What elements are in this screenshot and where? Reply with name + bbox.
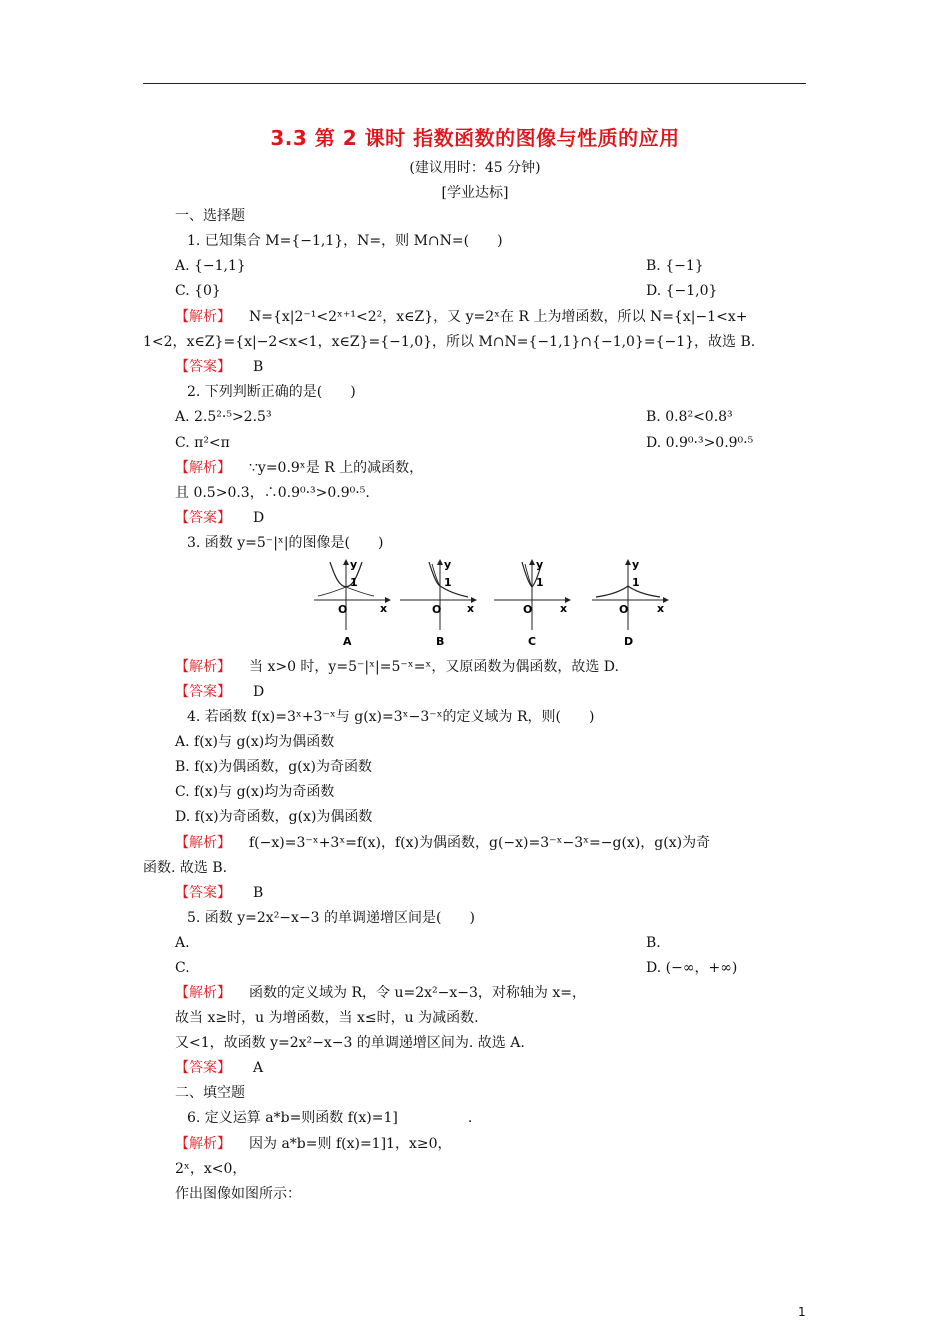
- q4-option-b: B. f(x)为偶函数，g(x)为奇函数: [175, 759, 372, 775]
- analysis-tag: 【解析】: [175, 985, 231, 1001]
- analysis-tag: 【解析】: [175, 309, 231, 325]
- q3-stem: 3. 函数 y=5⁻|ˣ|的图像是( ): [187, 535, 384, 551]
- q1-analysis-line2: 1<2，x∈Z}={x|−2<x<1，x∈Z}={−1,0}，所以 M∩N={−1,1}∩{−1,0}={−1}，故选 B.: [143, 334, 756, 350]
- q2-option-a: A. 2.5²·⁵>2.5³: [175, 409, 272, 425]
- graph-a-label: A: [343, 635, 352, 648]
- q2-analysis-line1: [175, 458, 423, 478]
- q1-option-b: B. {−1}: [646, 258, 704, 274]
- level-heading: [学业达标]: [441, 185, 509, 201]
- graph-c-label: C: [528, 635, 537, 648]
- q5-answer-value: A: [253, 1060, 264, 1076]
- q5-analysis-line3: 又<1，故函数 y=2x²−x−3 的单调递增区间为. 故选 A.: [175, 1035, 525, 1051]
- graph-a-y-label: y: [350, 558, 358, 571]
- q5-option-d: D. (−∞，+∞): [646, 960, 738, 976]
- q3-graph-options: [310, 556, 680, 652]
- graph-a-origin-label: O: [338, 603, 348, 616]
- graph-d-x-label: x: [657, 602, 665, 615]
- graph-a-x-label: x: [380, 602, 388, 615]
- q4-analysis-line2: 函数. 故选 B.: [143, 860, 228, 876]
- graph-b-x-label: x: [467, 602, 475, 615]
- q6-analysis-line3: 作出图像如图所示：: [175, 1186, 301, 1202]
- q2-option-c: C. π²<π: [175, 435, 230, 451]
- graph-c-one-label: 1: [536, 576, 544, 589]
- graph-d-label: D: [624, 635, 634, 648]
- q2-answer-value: D: [253, 510, 265, 526]
- q1-option-c: C. {0}: [175, 283, 221, 299]
- q3-answer: [175, 682, 264, 702]
- q1-option-a: A. {−1,1}: [175, 258, 246, 274]
- graph-b-origin-label: O: [432, 603, 442, 616]
- q4-option-d: D. f(x)为奇函数，g(x)为偶函数: [175, 809, 373, 825]
- q4-option-c: C. f(x)与 g(x)均为奇函数: [175, 784, 335, 800]
- q2-analysis-text1: ∵y=0.9ˣ是 R 上的减函数，: [249, 460, 424, 476]
- q1-answer-value: B: [253, 359, 264, 375]
- answer-tag: 【答案】: [175, 359, 231, 375]
- section-choice: 一、选择题: [175, 208, 245, 224]
- q4-answer: [175, 883, 263, 903]
- q2-option-d: D. 0.9⁰·³>0.9⁰·⁵: [646, 435, 754, 451]
- section-fill-in: 二、填空题: [175, 1085, 245, 1101]
- graph-d-one-label: 1: [632, 576, 640, 589]
- graph-c-origin-label: O: [523, 603, 533, 616]
- answer-tag: 【答案】: [175, 885, 231, 901]
- graph-a-one-label: 1: [350, 576, 358, 589]
- q3-answer-value: D: [253, 684, 265, 700]
- graph-c-y-label: y: [536, 558, 544, 571]
- graph-d-origin-label: O: [619, 603, 629, 616]
- q1-option-d: D. {−1,0}: [646, 283, 718, 299]
- q2-analysis-line2: 且 0.5>0.3，∴0.9⁰·³>0.9⁰·⁵.: [175, 485, 370, 501]
- answer-tag: 【答案】: [175, 1060, 231, 1076]
- analysis-tag: 【解析】: [175, 835, 231, 851]
- graph-b: [400, 558, 476, 648]
- q6-analysis-line2: 2ˣ，x<0，: [175, 1161, 247, 1177]
- answer-tag: 【答案】: [175, 510, 231, 526]
- q1-analysis-line1: [175, 307, 747, 327]
- q2-stem: 2. 下列判断正确的是( ): [187, 384, 356, 400]
- graph-c: [494, 558, 570, 648]
- answer-tag: 【答案】: [175, 684, 231, 700]
- q1-analysis-text1: N={x|2⁻¹<2ˣ⁺¹<2²，x∈Z}，又 y=2ˣ在 R 上为增函数，所以 N={x|−1<x+: [249, 309, 748, 325]
- graph-a: [314, 558, 390, 648]
- analysis-tag: 【解析】: [175, 460, 231, 476]
- page-number: 1: [798, 1305, 806, 1319]
- q5-analysis-line1: [175, 983, 586, 1003]
- analysis-tag: 【解析】: [175, 659, 231, 675]
- q5-option-a: A.: [175, 935, 190, 951]
- graph-d: [592, 558, 668, 648]
- graph-b-one-label: 1: [444, 576, 452, 589]
- q4-answer-value: B: [253, 885, 264, 901]
- q3-analysis-text1: 当 x>0 时，y=5⁻|ˣ|=5⁻ˣ=ˣ，又原函数为偶函数，故选 D.: [249, 659, 619, 675]
- q6-analysis-line1: [175, 1134, 451, 1154]
- q1-answer: [175, 357, 263, 377]
- graph-c-x-label: x: [560, 602, 568, 615]
- lesson-title: 3.3 第 2 课时 指数函数的图像与性质的应用: [270, 126, 680, 150]
- q2-answer: [175, 508, 264, 528]
- header-rule: [143, 83, 806, 84]
- graph-d-y-label: y: [632, 558, 640, 571]
- q4-option-a: A. f(x)与 g(x)均为偶函数: [175, 734, 335, 750]
- q5-option-b: B.: [646, 935, 661, 951]
- q1-stem: 1. 已知集合 M={−1,1}，N=，则 M∩N=( ): [187, 233, 503, 249]
- q5-option-c: C.: [175, 960, 190, 976]
- q4-analysis-text1: f(−x)=3⁻ˣ+3ˣ=f(x)，f(x)为偶函数，g(−x)=3⁻ˣ−3ˣ=−g(x)，g(x)为奇: [249, 835, 711, 851]
- q4-stem: 4. 若函数 f(x)=3ˣ+3⁻ˣ与 g(x)=3ˣ−3⁻ˣ的定义域为 R，则( ): [187, 709, 595, 725]
- graph-b-y-label: y: [444, 558, 452, 571]
- q3-analysis-line1: [175, 657, 619, 677]
- q2-option-b: B. 0.8²<0.8³: [646, 409, 733, 425]
- graph-b-label: B: [436, 635, 445, 648]
- q5-analysis-text1: 函数的定义域为 R，令 u=2x²−x−3，对称轴为 x=，: [249, 985, 586, 1001]
- q4-analysis-line1: [175, 833, 710, 853]
- time-note: (建议用时：45 分钟): [409, 160, 541, 176]
- q3-graphs-svg: [310, 556, 680, 652]
- q5-analysis-line2: 故当 x≥时，u 为增函数，当 x≤时，u 为减函数.: [175, 1010, 479, 1026]
- q6-analysis-text1: 因为 a*b=则 f(x)=1]1，x≥0，: [249, 1136, 452, 1152]
- analysis-tag: 【解析】: [175, 1136, 231, 1152]
- q5-stem: 5. 函数 y=2x²−x−3 的单调递增区间是( ): [187, 910, 475, 926]
- q6-stem: 6. 定义运算 a*b=则函数 f(x)=1] .: [187, 1110, 473, 1126]
- q5-answer: [175, 1058, 263, 1078]
